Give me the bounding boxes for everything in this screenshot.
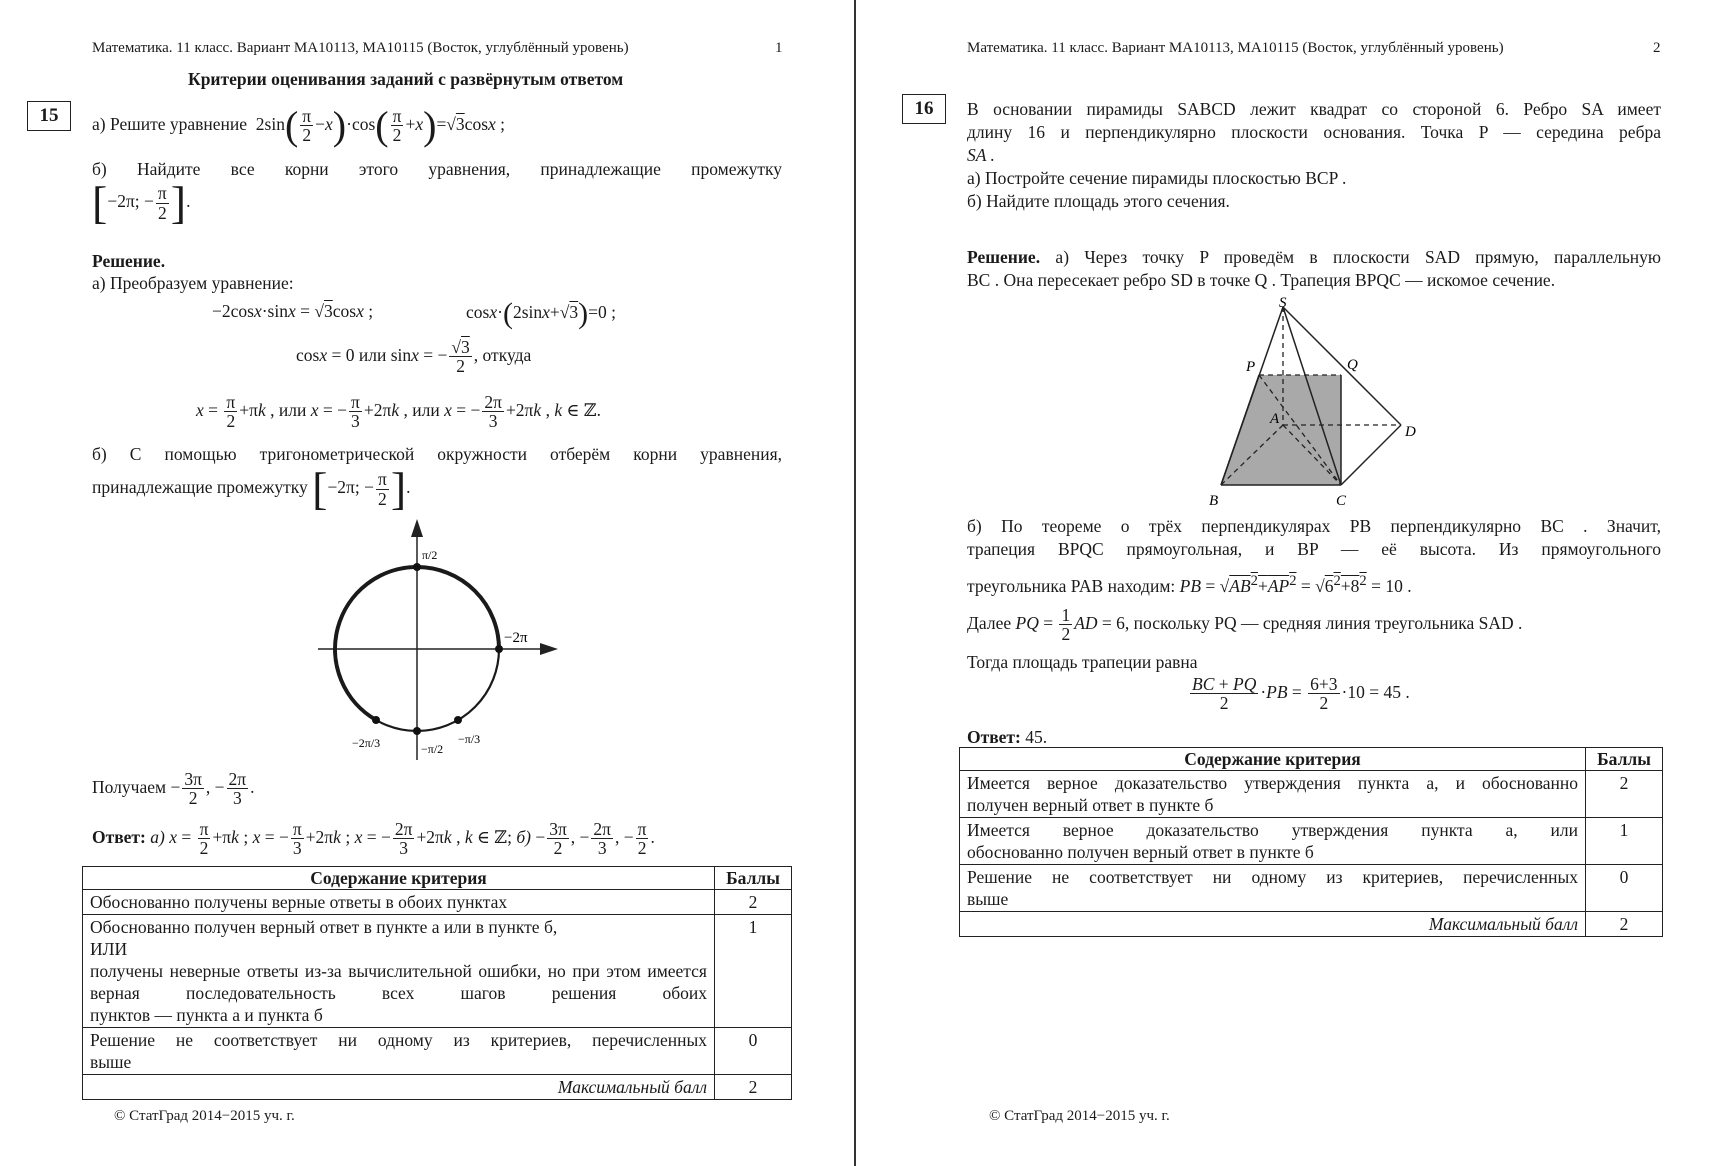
result: Получаем − $\frac{3\pi}{2}$ , − $\frac{2\pi}{3}$ . <box>92 769 255 809</box>
y-axis-arrow <box>411 519 423 537</box>
solution-b-line1: б) С помощью тригонометрической окружности отберём корни уравнения, <box>92 444 782 464</box>
table-row: Имеется верное доказательство утверждения пункта а, и обоснованно получен верный ответ в пункте б 2 <box>960 771 1663 818</box>
unit-circle-diagram <box>300 515 580 765</box>
highlighted-arc-2 <box>335 567 417 720</box>
page-title: Критерии оценивания заданий с развёрнутым ответом <box>188 69 624 89</box>
label-A: A <box>1270 411 1280 427</box>
page-header: Математика. 11 класс. Вариант МА10113, МА10115 (Восток, углублённый уровень) <box>967 40 1504 56</box>
word-whence: откуда <box>482 344 532 365</box>
pyramid-diagram <box>1201 295 1431 510</box>
task-number-box: 15 <box>27 101 71 131</box>
label-D: D <box>1405 424 1416 440</box>
point-minus-2pi <box>495 645 503 653</box>
page-footer: © СтатГрад 2014−2015 уч. г. <box>989 1108 1170 1124</box>
task-text-3: SA . <box>967 145 995 165</box>
equation-step-1: −2cosx·sinx = √3cosx ; <box>212 301 374 321</box>
point-minus-2pi-3 <box>372 716 380 724</box>
area-formula: $\frac{BC + PQ}{2}$ ·PB = $\frac{6+3}{2}$ ·10 = 45 . <box>1192 674 1410 714</box>
table-head-content: Содержание критерия <box>960 748 1586 771</box>
highlighted-arc-1 <box>417 567 499 649</box>
page-number: 1 <box>775 40 783 56</box>
table-row: Решение не соответствует ни одному из критериев, перечисленных выше 0 <box>83 1028 792 1075</box>
criteria-table <box>959 747 1663 937</box>
table-row: Решение не соответствует ни одному из критериев, перечисленных выше 0 <box>960 865 1663 912</box>
table-head-points: Баллы <box>715 867 792 890</box>
solution-a-intro: а) Преобразуем уравнение: <box>92 273 294 293</box>
task-a: а) Постройте сечение пирамиды плоскостью BCP . <box>967 168 1347 188</box>
page-footer: © СтатГрад 2014−2015 уч. г. <box>114 1108 295 1124</box>
solution-b-1: б) По теореме о трёх перпендикулярах PB перпендикулярно BC . Значит, <box>967 516 1661 536</box>
solution-label: Решение. <box>967 247 1041 267</box>
task-b: б) Найдите все корни этого уравнения, принадлежащие промежутку <box>92 159 782 179</box>
page-header: Математика. 11 класс. Вариант МА10113, МА10115 (Восток, углублённый уровень) <box>92 40 629 56</box>
point-pi-half <box>413 563 421 571</box>
solution-a-2: BC . Она пересекает ребро SD в точке Q . Трапеция BPQC — искомое сечение. <box>967 270 1556 290</box>
task-number-box: 16 <box>902 94 946 124</box>
solution-b-2: трапеция BPQC прямоугольная, и BP — её высота. Из прямоугольного <box>967 539 1661 559</box>
answer-label: Ответ: <box>92 826 146 847</box>
equation-step-2: cosx·(2sinx+√3)=0 ; <box>466 296 616 330</box>
task-a-prefix: а) Решите уравнение <box>92 114 248 134</box>
task-b: б) Найдите площадь этого сечения. <box>967 191 1230 211</box>
table-row: Обоснованно получены верные ответы в обоих пунктах 2 <box>83 890 792 915</box>
x-axis-arrow <box>540 643 558 655</box>
label-bottom-left: −2π/3 <box>352 736 381 750</box>
word-or: или <box>358 344 387 365</box>
table-head-content: Содержание критерия <box>83 867 715 890</box>
label-P: P <box>1246 359 1256 375</box>
answer: Ответ: а) x = $\frac{\pi}{2}$ +πk ; x = − $\frac{\pi}{3}$ +2πk ; x = − $\frac{2\pi}{3}$ +2πk , k ∈ ℤ; б) − $\frac{3\pi}{2}$ , − $\frac{2\pi}{3}$ , − $\frac{\pi}{2}$ . <box>92 819 655 859</box>
solution-a-1: Решение. а) Через точку P проведём в плоскости SAD прямую, параллельную <box>967 247 1662 267</box>
solution-b-3: треугольника PAB находим: PB = $√AB^2+AP^2 = √6^2+8^2 = 10$ . <box>967 573 1412 596</box>
point-minus-pi-half <box>413 727 421 735</box>
answer <box>967 726 1047 749</box>
table-row-max: Максимальный балл 2 <box>83 1075 792 1100</box>
solution-label: Решение. <box>92 251 166 271</box>
solution-b-line2: принадлежащие промежутку [−2π; − $\frac{\pi}{2}$ ]. <box>92 463 411 514</box>
label-B: B <box>1209 493 1219 509</box>
table-row-max: Максимальный балл 2 <box>960 912 1663 937</box>
task-text-1: В основании пирамиды SABCD лежит квадрат со стороной 6. Ребро SA имеет <box>967 99 1661 119</box>
right-page <box>856 0 1712 1166</box>
task-text-2: длину 16 и перпендикулярно плоскости основания. Точка P — середина ребра <box>967 122 1661 142</box>
further-line: Далее PQ = $\frac{1}{2}$ AD = 6, поскольку PQ — средняя линия треугольника SAD . <box>967 605 1523 645</box>
label-C: C <box>1336 493 1347 509</box>
task-a: а) Решите уравнение 2sin( $\frac{\pi}{2}$ −x)·cos( $\frac{\pi}{2}$ +x)=√3cosx ; <box>92 102 506 148</box>
label-Q: Q <box>1347 357 1358 373</box>
area-intro: Тогда площадь трапеции равна <box>967 652 1198 672</box>
equation-step-3: cosx = 0 или sinx = − $\frac{√3}{2}$ , откуда <box>296 337 532 377</box>
table-row: Имеется верное доказательство утверждения пункта а, или обоснованно получен верный ответ в пункте б 1 <box>960 818 1663 865</box>
point-minus-pi-3 <box>454 716 462 724</box>
table-row: Обоснованно получен верный ответ в пункте а или в пункте б, ИЛИ получены неверные ответы из-за вычислительной ошибки, но при этом имеется верная последовательность всех шагов решения обоих пунктов — пункта а и пункта б 1 <box>83 915 792 1028</box>
edge-CD <box>1341 425 1401 485</box>
answer-label: Ответ: <box>967 727 1021 747</box>
label-S: S <box>1279 295 1287 311</box>
answer-value: 45. <box>1025 727 1048 747</box>
task-b-interval: [−2π; − $\frac{\pi}{2}$ ]. <box>92 177 191 228</box>
label-top: π/2 <box>422 548 438 562</box>
table-head-points: Баллы <box>1586 748 1663 771</box>
left-page <box>0 0 855 1166</box>
label-bottom-right: −π/3 <box>458 732 481 746</box>
criteria-table <box>82 866 792 1100</box>
label-bottom-mid: −π/2 <box>421 742 444 756</box>
page-number: 2 <box>1653 40 1661 56</box>
roots-general: x = $\frac{\pi}{2}$ +πk , или x = − $\frac{\pi}{3}$ +2πk , или x = − $\frac{2\pi}{3}$ +2πk , k ∈ ℤ. <box>196 392 601 432</box>
label-right: −2π <box>504 630 528 646</box>
